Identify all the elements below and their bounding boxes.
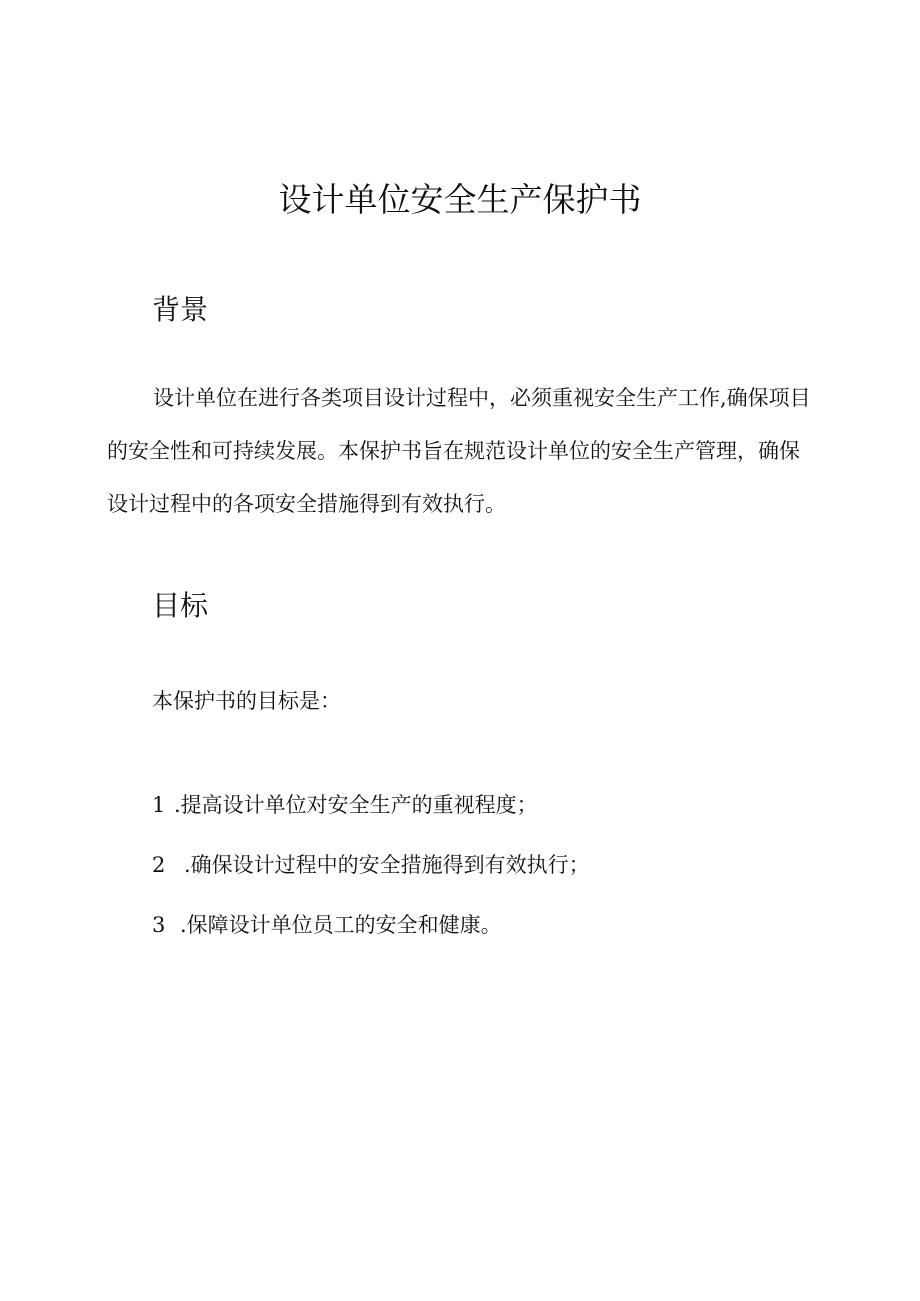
goals-intro: 本保护书的目标是： (152, 689, 341, 713)
goal-item-number: 1 (152, 793, 166, 817)
background-paragraph: 设计单位在进行各类项目设计过程中，必须重视安全生产工作,确保项目的安全性和可持续发展。本保护书旨在规范设计单位的安全生产管理，确保设计过程中的各项安全措施得到有效执行。 (107, 386, 811, 516)
section-heading-goals: 目标 (152, 589, 209, 622)
goal-item-text: .保障设计单位员工的安全和健康。 (180, 913, 502, 937)
goal-list-item (152, 905, 502, 945)
goal-list-item (152, 785, 538, 825)
goal-item-text: .提高设计单位对安全生产的重视程度； (174, 793, 538, 817)
section-heading-background: 背景 (152, 293, 209, 326)
document-title: 设计单位安全生产保护书 (278, 180, 642, 219)
goal-item-number: 2 (152, 853, 166, 877)
goal-list-item (152, 845, 590, 885)
goal-item-number: 3 (152, 913, 166, 937)
goal-item-text: .确保设计过程中的安全措施得到有效执行； (184, 853, 590, 877)
